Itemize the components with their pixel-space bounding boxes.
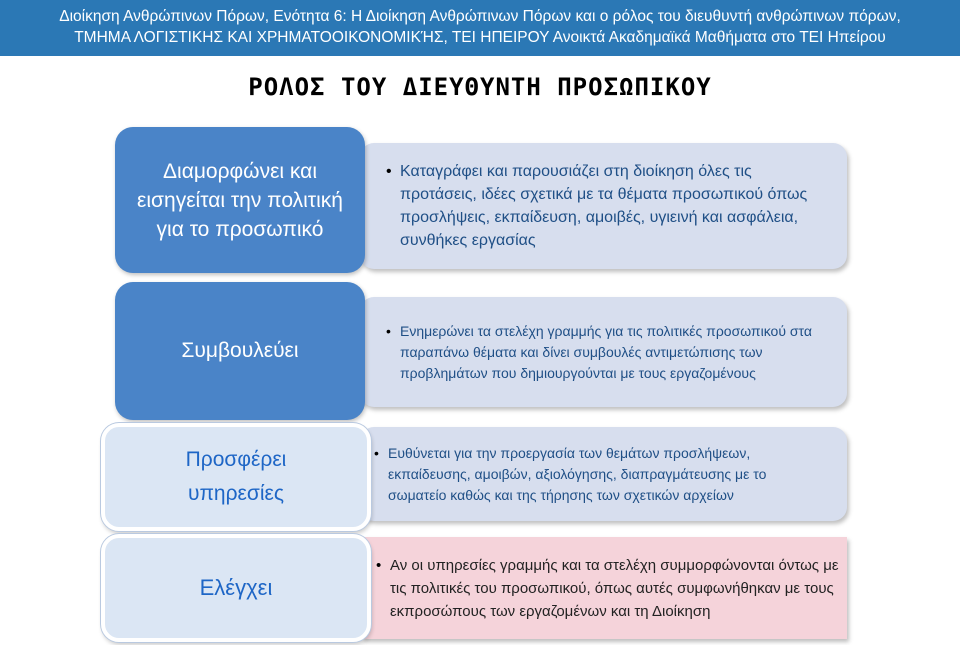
detail-text-control: • Αν οι υπηρεσίες γραμμής και τα στελέχη συμμορφώνονται όντως με τις πολιτικές του προσωπικού, όπως αυτές συμφωνήθηκαν με τους εκπροσώπους των εργαζομένων και τη Διοίκηση (390, 554, 839, 623)
detail-text-advise: • Ενημερώνει τα στελέχη γραμμής για τις πολιτικές προσωπικού στα παραπάνω θέματα και δίνει συμβουλές αντιμετώπισης των προβλημάτων που δημιουργούνται με τους εργαζομένους (386, 322, 812, 381)
detail-box-services (360, 427, 847, 521)
header-line-2: ΤΜΗΜΑ ΛΟΓΙΣΤΙΚΗΣ ΚΑΙ ΧΡΗΜΑΤΟΟΙΚΟΝΟΜΙΚΉΣ, ΤΕΙ ΗΠΕΙΡΟΥ Ανοικτά Ακαδημαϊκά Μαθήματα στο ΤΕΙ Ηπείρου (74, 29, 886, 46)
detail-box-advise (360, 297, 847, 407)
slide-title: ΡΟΛΟΣ ΤΟΥ ΔΙΕΥΘΥΝΤΗ ΠΡΟΣΩΠΙΚΟΥ (248, 73, 712, 101)
bullet-icon: • (374, 444, 379, 461)
detail-box-policy (360, 143, 847, 269)
bullet-icon: • (376, 556, 382, 574)
detail-box-control (362, 537, 847, 639)
label-policy: Διαμορφώνει και εισηγείται την πολιτική για το προσωπικό (115, 127, 365, 273)
detail-text-policy: • Καταγράφει και παρουσιάζει στη διοίκηση όλες τις προτάσεις, ιδέες σχετικά με τα θέματα προσωπικού όπως προσλήψεις, εκπαίδευση, αμοιβές, υγιεινή και ασφάλεια, συνθήκες εργασίας (400, 160, 810, 252)
label-control: Ελέγχει (101, 534, 371, 642)
bullet-icon: • (386, 163, 392, 180)
label-advise: Συμβουλεύει (115, 282, 365, 420)
label-services: Προσφέρει υπηρεσίες (101, 423, 371, 531)
slide-header (0, 0, 960, 56)
header-line-1: Διοίκηση Ανθρώπινων Πόρων, Ενότητα 6: Η Διοίκηση Ανθρώπινων Πόρων και ο ρόλος του διευθυντή ανθρώπινων πόρων, (59, 8, 901, 25)
detail-text-services: • Ευθύνεται για την προεργασία των θεμάτων προσλήψεων, εκπαίδευσης, αμοιβών, αξιολόγησης, διαπραγμάτευσης με το σωματείο καθώς και της τήρησης των σχετικών αρχείων (374, 444, 767, 503)
bullet-icon: • (386, 322, 391, 339)
